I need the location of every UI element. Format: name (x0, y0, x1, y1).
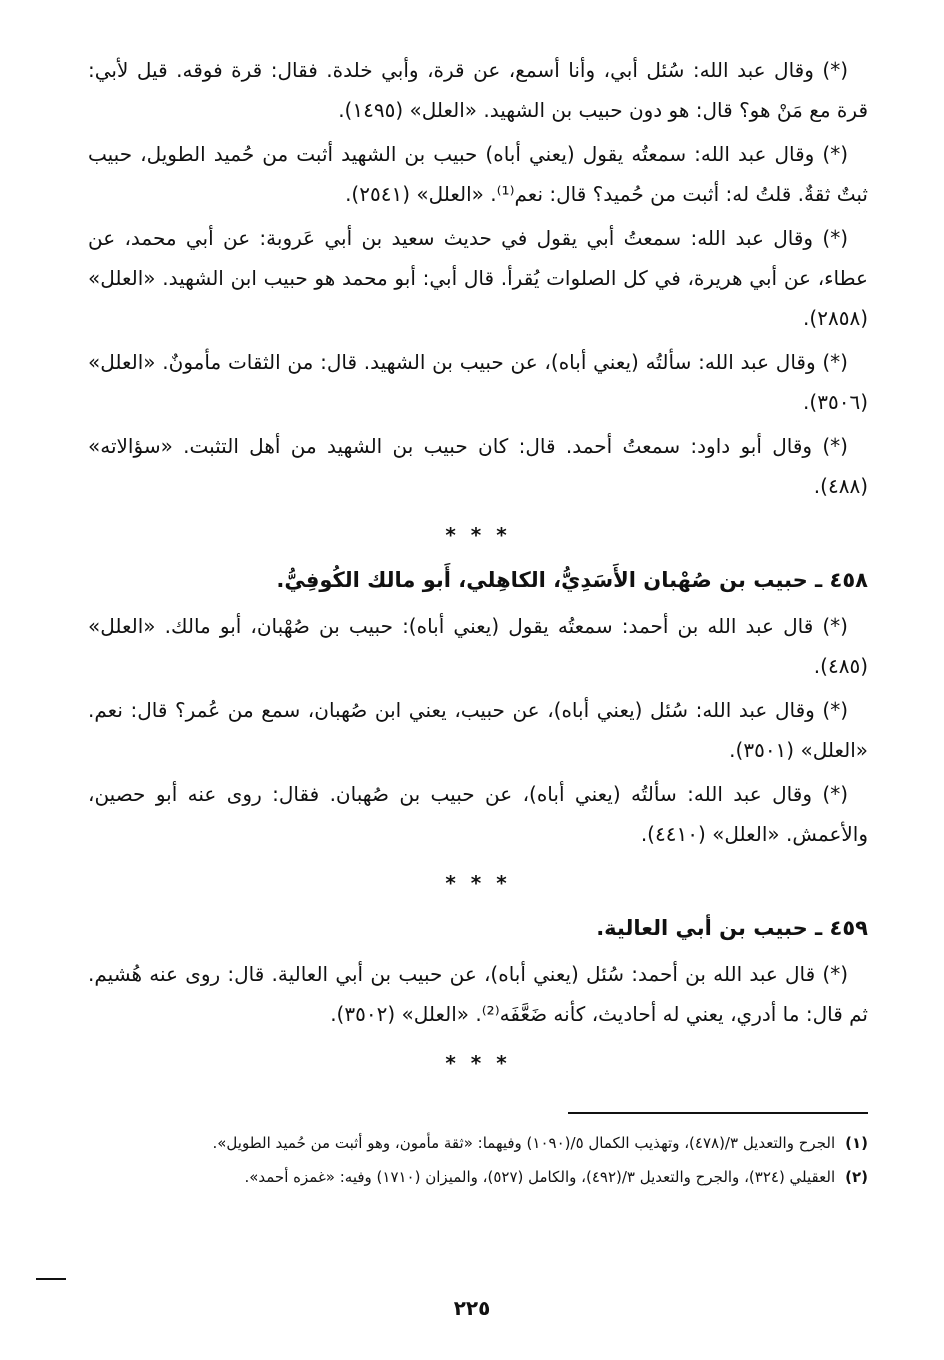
footnote-text: العقيلي (٣٢٤)، والجرح والتعديل ٣/(٤٩٢)، والكامل (٥٢٧)، والميزان (١٧١٠) وفيه: «غمزه أحمد». (244, 1168, 836, 1186)
footnote-divider (568, 1112, 868, 1114)
page-body (88, 50, 868, 1088)
paragraph-458-3: (*) وقال عبد الله: سألتُه (يعني أباه)، عن حبيب بن صُهبان. فقال: روى عنه أبو حصين، والأعمش. «العلل» (٤٤١٠). (88, 782, 868, 846)
section-separator: * * * (445, 523, 511, 547)
entry-heading-458: ٤٥٨ ـ حبيب بن صُهْبان الأَسَدِيُّ، الكاهِلي، أَبو مالك الكُوفِيُّ. (276, 568, 868, 592)
section-separator: * * * (445, 871, 511, 895)
footnote (88, 1130, 868, 1156)
margin-mark (36, 1278, 66, 1280)
footnote-number: (٢) (845, 1168, 868, 1186)
paragraph-habib-shahid-1: (*) وقال عبد الله: سُئل أبي، وأنا أسمع، عن قرة، وأبي خلدة. فقال: قرة فوقه. قيل لأبي: قرة مع مَنْ هو؟ قال: هو دون حبيب بن الشهيد. «العلل» (١٤٩٥). (88, 58, 868, 122)
paragraph-habib-shahid-2: (*) وقال عبد الله: سمعتُه يقول (يعني أباه) حبيب بن الشهيد أثبت من حُميد الطويل، حبيب ثبتٌ ثقةٌ. قلتُ له: أثبت من حُميد؟ قال: نعم⁽¹⁾. «العلل» (٢٥٤١). (88, 142, 868, 206)
entry-heading-459: ٤٥٩ ـ حبيب بن أبي العالية. (596, 916, 868, 940)
page-number: ٢٢٥ (453, 1296, 491, 1320)
paragraph-458-2: (*) وقال عبد الله: سُئل (يعني أباه)، عن حبيب، يعني ابن صُهبان، سمع من عُمر؟ قال: نعم. «العلل» (٣٥٠١). (88, 698, 868, 762)
paragraph-habib-shahid-3: (*) وقال عبد الله: سمعتُ أبي يقول في حديث سعيد بن أبي عَروبة: عن أبي محمد، عن عطاء، عن أبي هريرة، في كل الصلوات يُقرأ. قال أبي: أبو محمد هو حبيب ابن الشهيد. «العلل» (٢٨٥٨). (88, 226, 868, 330)
paragraph-459-1: (*) قال عبد الله بن أحمد: سُئل (يعني أباه)، عن حبيب بن أبي العالية. قال: روى عنه هُشيم. ثم قال: ما أدري، يعني له أحاديث، كأنه ضَعَّفَه⁽²⁾. «العلل» (٣٥٠٢). (88, 962, 868, 1026)
footnote (88, 1164, 868, 1190)
footnotes (88, 1130, 868, 1198)
section-separator: * * * (445, 1051, 511, 1075)
paragraph-458-1: (*) قال عبد الله بن أحمد: سمعتُه يقول (يعني أباه): حبيب بن صُهْبان، أبو مالك. «العلل» (٤٨٥). (88, 614, 868, 678)
paragraph-habib-shahid-5: (*) وقال أبو داود: سمعتُ أحمد. قال: كان حبيب بن الشهيد من أهل التثبت. «سؤالاته» (٤٨٨). (88, 434, 868, 498)
footnote-number: (١) (845, 1134, 868, 1152)
paragraph-habib-shahid-4: (*) وقال عبد الله: سألتُه (يعني أباه)، عن حبيب بن الشهيد. قال: من الثقات مأمونٌ. «العلل» (٣٥٠٦). (88, 350, 868, 414)
footnote-text: الجرح والتعديل ٣/(٤٧٨)، وتهذيب الكمال ٥/(١٠٩٠) وفيهما: «ثقة مأمون، وهو أثبت من حُميد الطويل». (212, 1134, 836, 1152)
